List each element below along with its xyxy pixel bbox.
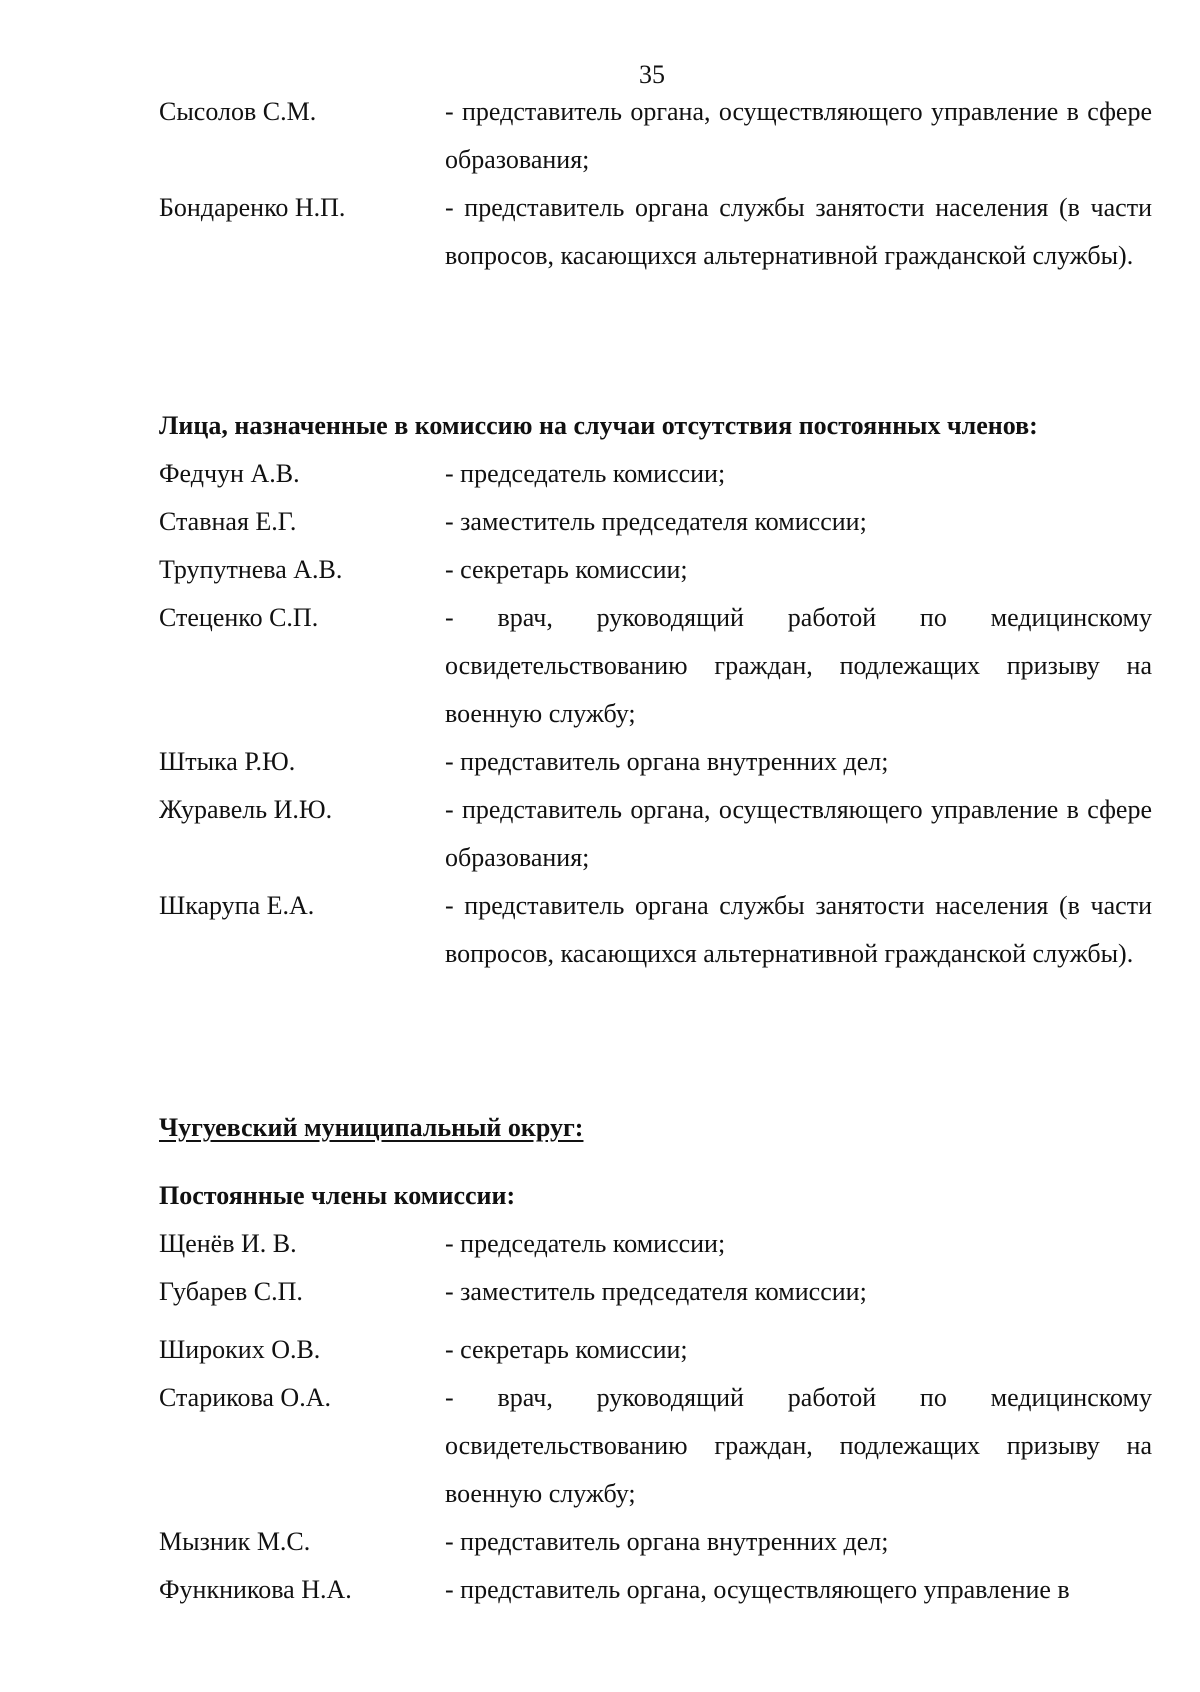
member-row xyxy=(159,450,1152,498)
member-name: Трупутнева А.В. xyxy=(159,555,343,584)
section-c xyxy=(159,1104,1152,1152)
member-role: - председатель комиссии; xyxy=(445,459,726,488)
member-name: Щенёв И. В. xyxy=(159,1229,297,1258)
member-role: - представитель органа, осуществляющего управление в xyxy=(445,1575,1070,1604)
member-role: - председатель комиссии; xyxy=(445,1229,726,1258)
member-row xyxy=(159,882,1152,978)
member-role: - секретарь комиссии; xyxy=(445,555,688,584)
member-role: - представитель органа службы занятости населения (в части вопросов, касающихся альтернативной гражданской службы). xyxy=(445,891,1152,968)
member-name: Федчун А.В. xyxy=(159,459,300,488)
member-name: Функникова Н.А. xyxy=(159,1575,352,1604)
member-role: - представитель органа, осуществляющего управление в сфере образования; xyxy=(445,795,1152,872)
member-name: Штыка Р.Ю. xyxy=(159,747,296,776)
member-name: Сысолов С.М. xyxy=(159,97,317,126)
member-role: - заместитель председателя комиссии; xyxy=(445,507,867,536)
member-row xyxy=(159,184,1152,280)
section-heading: Постоянные члены комиссии: xyxy=(159,1181,516,1210)
district-heading: Чугуевский муниципальный округ: xyxy=(159,1113,584,1142)
member-row xyxy=(159,1566,1152,1614)
member-name: Стеценко С.П. xyxy=(159,603,319,632)
member-name: Журавель И.Ю. xyxy=(159,795,333,824)
member-row xyxy=(159,498,1152,546)
member-role: - секретарь комиссии; xyxy=(445,1335,688,1364)
member-row xyxy=(159,1374,1152,1518)
member-row xyxy=(159,1220,1152,1268)
section-heading: Лица, назначенные в комиссию на случаи отсутствия постоянных членов: xyxy=(159,411,1038,440)
member-role: - врач, руководящий работой по медицинскому освидетельствованию граждан, подлежащих призыву на военную службу; xyxy=(445,603,1152,728)
member-role: - представитель органа внутренних дел; xyxy=(445,1527,889,1556)
member-role: - представитель органа, осуществляющего управление в сфере образования; xyxy=(445,97,1152,174)
member-row xyxy=(159,1268,1152,1316)
member-name: Мызник М.С. xyxy=(159,1527,311,1556)
member-role: - заместитель председателя комиссии; xyxy=(445,1277,867,1306)
member-name: Бондаренко Н.П. xyxy=(159,193,346,222)
member-row xyxy=(159,88,1152,184)
member-row xyxy=(159,738,1152,786)
member-row xyxy=(159,546,1152,594)
section-c-list xyxy=(159,1172,1152,1614)
page-number: 35 xyxy=(639,60,665,89)
member-name: Губарев С.П. xyxy=(159,1277,303,1306)
section-b xyxy=(159,402,1152,978)
member-name: Широких О.В. xyxy=(159,1335,321,1364)
member-name: Ставная Е.Г. xyxy=(159,507,297,536)
member-role: - врач, руководящий работой по медицинскому освидетельствованию граждан, подлежащих призыву на военную службу; xyxy=(445,1383,1152,1508)
member-row xyxy=(159,1518,1152,1566)
member-row xyxy=(159,594,1152,738)
member-row xyxy=(159,786,1152,882)
member-role: - представитель органа внутренних дел; xyxy=(445,747,889,776)
member-name: Старикова О.А. xyxy=(159,1383,331,1412)
member-role: - представитель органа службы занятости населения (в части вопросов, касающихся альтернативной гражданской службы). xyxy=(445,193,1152,270)
member-row xyxy=(159,1326,1152,1374)
section-a-list xyxy=(159,88,1152,280)
member-name: Шкарупа Е.А. xyxy=(159,891,315,920)
